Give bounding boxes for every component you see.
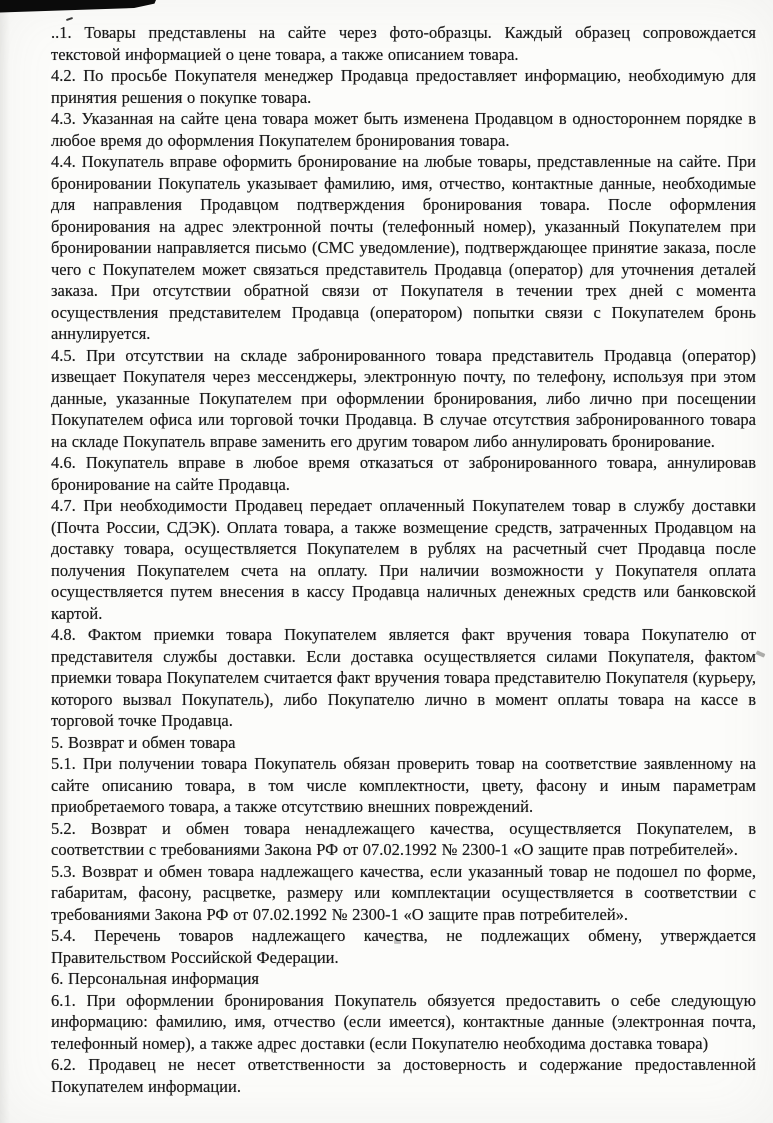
clause-4-7: 4.7. При необходимости Продавец передает оплаченный Покупателем товар в службу доставки (Почта России, СДЭК). Оплата товара, а также возмещение средств, затраченных Продавцом на доставку товара, осуществляется Покупателем в рублях на расчетный счет Продавца после получения Покупателем счета на оплату. При наличии возможности у Покупателя оплата осуществляется путем внесения в кассу Продавца наличных денежных средств или банковской картой.	[51, 496, 756, 623]
clause-4-5: 4.5. При отсутствии на складе забронированного товара представитель Продавца (оператор) извещает Покупателя через мессенджеры, электронную почту, по телефону, используя при этом данные, указанные Покупателем при оформлении бронирования, либо лично при посещении Покупателем офиса или торговой точки Продавца. В случае отсутствия забронированного товара на складе Покупатель вправе заменить его другим товаром либо аннулировать бронирование.	[51, 345, 756, 451]
clause-5-4: 5.4. Перечень товаров надлежащего качества, не подлежащих обмену, утверждается Правительством Российской Федерации.	[51, 926, 756, 967]
clause-4-8: 4.8. Фактом приемки товара Покупателем является факт вручения товара Покупателю от представителя службы доставки. Если доставка осуществляется силами Покупателя, фактом приемки товара Покупателем считается факт вручения товара представителю Покупателя (курьеру, которого вызвал Покупатель), либо Покупателю лично в момент оплаты товара на кассе в торговой точке Продавца.	[51, 625, 756, 730]
section-5-heading: 5. Возврат и обмен товара	[51, 732, 236, 752]
scan-speck	[756, 650, 766, 657]
clause-4-3: 4.3. Указанная на сайте цена товара может быть изменена Продавцом в одностороннем порядке в любое время до оформления Покупателем бронирования товара.	[51, 109, 756, 150]
scan-speck	[66, 17, 73, 21]
document-body	[51, 22, 756, 1097]
clause-4-6: 4.6. Покупатель вправе в любое время отказаться от забронированного товара, аннулировав бронирование на сайте Продавца.	[51, 453, 756, 494]
clause-4-2: 4.2. По просьбе Покупателя менеджер Продавца предоставляет информацию, необходимую для принятия решения о покупке товара.	[51, 66, 756, 107]
clause-4-4: 4.4. Покупатель вправе оформить бронирование на любые товары, представленные на сайте. При бронировании Покупатель указывает фамилию, имя, отчество, контактные данные, необходимые для направления Продавцом подтверждения бронирования товара. После оформления бронирования на адрес электронной почты (телефонный номер), указанный Покупателем при бронировании направляется письмо (СМС уведомление), подтверждающее принятие заказа, после чего с Покупателем может связаться представитель Продавца (оператор) для уточнения деталей заказа. При отсутствии обратной связи от Покупателя в течении трех дней с момента осуществления представителем Продавца (оператором) попытки связи с Покупателем бронь аннулируется.	[51, 152, 756, 343]
section-6-heading: 6. Персональная информация	[51, 969, 259, 988]
clause-6-1: 6.1. При оформлении бронирования Покупатель обязуется предоставить о себе следующую информацию: фамилию, имя, отчество (если имеется), контактные данные (электронная почта, телефонный номер), а также адрес доставки (если Покупателю необходима доставка товара)	[51, 990, 756, 1053]
clause-5-2: 5.2. Возврат и обмен товара ненадлежащего качества, осуществляется Покупателем, в соответствии с требованиями Закона РФ от 07.02.1992 № 2300-1 «О защите прав потребителей».	[51, 818, 756, 859]
clause-5-3: 5.3. Возврат и обмен товара надлежащего качества, если указанный товар не подошел по форме, габаритам, фасону, расцветке, размеру или комплектации осуществляется в соответствии с требованиями Закона РФ от 07.02.1992 № 2300-1 «О защите прав потребителей».	[51, 861, 756, 924]
clause-5-1: 5.1. При получении товара Покупатель обязан проверить товар на соответствие заявленному на сайте описанию товара, в том числе комплектности, цвету, фасону и иным параметрам приобретаемого товара, а также отсутствию внешних повреждений.	[51, 754, 756, 816]
scan-artifact-bar	[0, 0, 156, 13]
clause-4-1: ..1. Товары представлены на сайте через фото-образцы. Каждый образец сопровождается текстовой информацией о цене товара, а также описанием товара.	[51, 23, 756, 64]
clause-6-2: 6.2. Продавец не несет ответственности за достоверность и содержание предоставленной Покупателем информации.	[51, 1055, 756, 1096]
